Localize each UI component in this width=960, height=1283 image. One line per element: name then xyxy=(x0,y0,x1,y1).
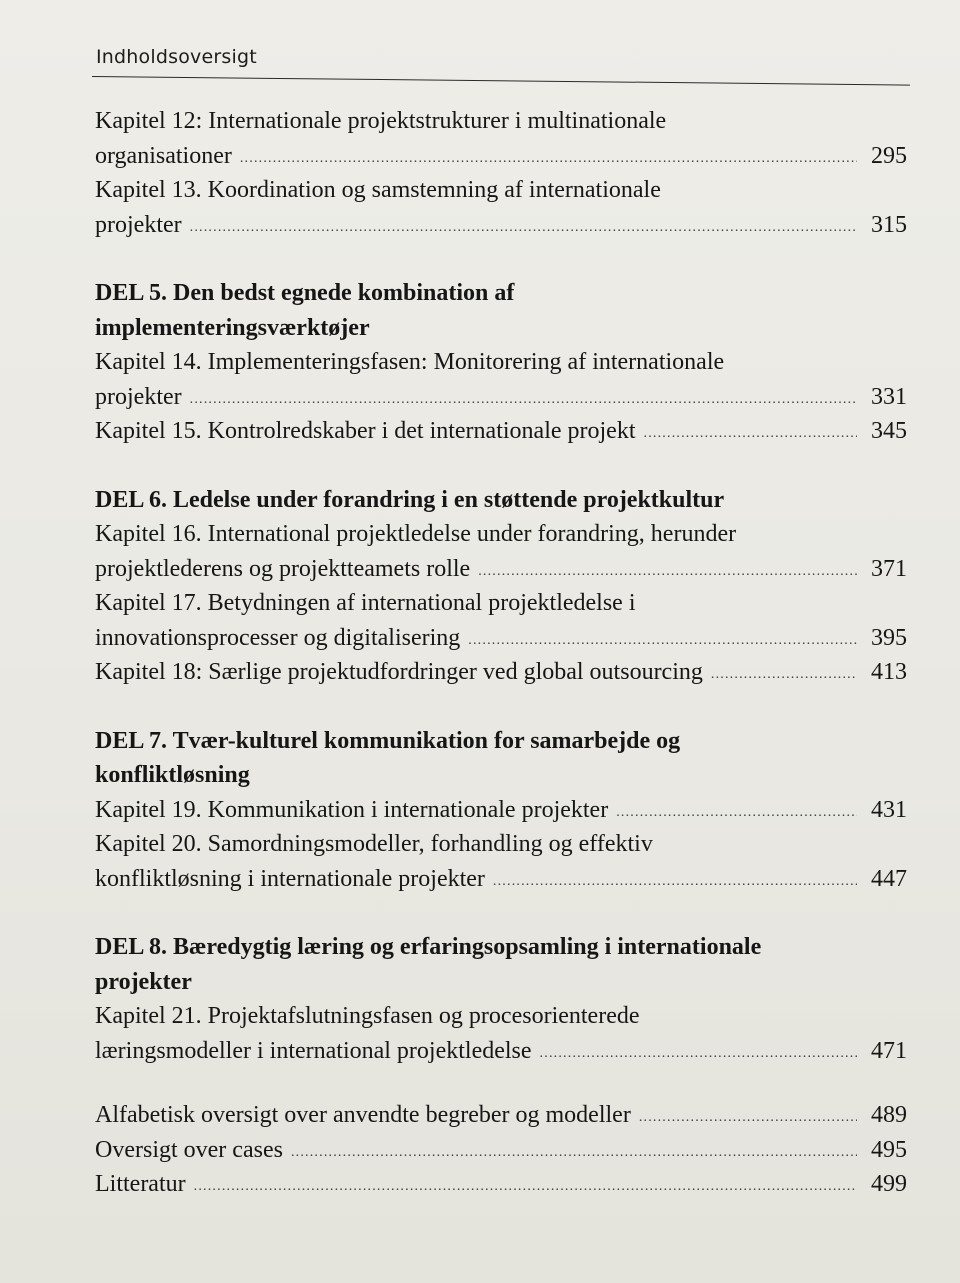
toc-entry-chapter-17 xyxy=(95,586,907,655)
entry-title-line: projektlederens og projektteamets rolle xyxy=(95,555,471,582)
toc-entry-literature xyxy=(95,1167,907,1202)
toc-entry-chapter-13 xyxy=(95,173,907,242)
dot-leader xyxy=(616,796,857,828)
entry-title-line: Kapitel 19. Kommunikation i internationale projekter xyxy=(95,796,609,823)
entry-leader-line xyxy=(95,621,907,656)
dot-leader xyxy=(639,1101,857,1133)
dot-leader xyxy=(478,555,857,587)
entry-leader-line xyxy=(95,655,907,690)
toc-entry-chapter-18 xyxy=(95,655,907,690)
page-number: 345 xyxy=(871,418,907,444)
dot-leader xyxy=(644,417,858,449)
entry-leader-line xyxy=(95,1133,907,1168)
dot-leader xyxy=(190,211,857,243)
entry-leader-line xyxy=(95,208,907,243)
part-title-line: implementeringsværktøjer xyxy=(95,314,370,341)
entry-leader-line xyxy=(95,552,907,587)
table-of-contents xyxy=(95,104,907,1202)
part-title-line: DEL 5. Den bedst egnede kombination af xyxy=(95,280,515,306)
entry-title-line: projekter xyxy=(95,383,182,410)
dot-leader xyxy=(468,624,857,656)
dot-leader xyxy=(190,383,857,415)
entry-leader-line xyxy=(95,1034,907,1069)
entry-title-line: Kapitel 12: Internationale projektstrukturer i multinationale xyxy=(95,108,667,134)
dot-leader xyxy=(493,865,857,897)
toc-entry-chapter-12 xyxy=(95,104,907,173)
page-number: 371 xyxy=(871,555,907,582)
page-number: 331 xyxy=(871,383,907,410)
page-number: 395 xyxy=(871,624,907,651)
entry-leader-line xyxy=(95,793,907,828)
toc-entry-index xyxy=(95,1098,907,1133)
part-title-line: projekter xyxy=(95,968,192,995)
entry-title-line: Kapitel 16. International projektledelse under forandring, herunder xyxy=(95,521,737,547)
toc-part-6-heading xyxy=(95,483,907,518)
page-number: 447 xyxy=(871,865,907,892)
entry-leader-line xyxy=(95,1167,907,1202)
page-number: 471 xyxy=(871,1037,907,1064)
entry-title-line: Kapitel 21. Projektafslutningsfasen og procesorienterede xyxy=(95,1003,640,1029)
dot-leader xyxy=(711,658,857,690)
entry-title-line: Kapitel 17. Betydningen af international projektledelse i xyxy=(95,590,636,616)
entry-title-line: Litteratur xyxy=(95,1171,186,1197)
dot-leader xyxy=(240,142,857,174)
dot-leader xyxy=(194,1170,857,1202)
entry-title-line: organisationer xyxy=(95,142,232,169)
entry-title-line: Kapitel 13. Koordination og samstemning af internationale xyxy=(95,177,661,203)
page-number: 413 xyxy=(871,659,907,685)
toc-entry-cases xyxy=(95,1133,907,1168)
page-number: 431 xyxy=(871,796,907,823)
part-title-line: DEL 7. Tvær-kulturel kommunikation for samarbejde og xyxy=(95,727,681,754)
entry-title-line: projekter xyxy=(95,211,182,238)
toc-part-5-heading xyxy=(95,276,907,345)
entry-title-line: innovationsprocesser og digitalisering xyxy=(95,624,461,651)
part-title-line: DEL 6. Ledelse under forandring i en støttende projektkultur xyxy=(95,486,725,513)
toc-part-7-heading xyxy=(95,724,907,793)
part-title-line: DEL 8. Bæredygtig læring og erfaringsopsamling i internationale xyxy=(95,934,762,960)
entry-leader-line xyxy=(95,380,907,415)
entry-leader-line xyxy=(95,414,907,449)
entry-title-line: Oversigt over cases xyxy=(95,1136,283,1163)
dot-leader xyxy=(540,1037,857,1069)
toc-entry-chapter-20 xyxy=(95,827,907,896)
entry-leader-line xyxy=(95,1098,907,1133)
dot-leader xyxy=(291,1136,857,1168)
page-number: 499 xyxy=(871,1171,907,1197)
toc-entry-chapter-14 xyxy=(95,345,907,414)
running-head: Indholdsoversigt xyxy=(96,46,257,68)
toc-entry-chapter-15 xyxy=(95,414,907,449)
entry-title-line: læringsmodeller i international projektledelse xyxy=(95,1037,532,1064)
entry-title-line: Alfabetisk oversigt over anvendte begreber og modeller xyxy=(95,1102,631,1128)
page-number: 495 xyxy=(871,1136,907,1163)
toc-part-8-heading xyxy=(95,930,907,999)
entry-title-line: Kapitel 20. Samordningsmodeller, forhandling og effektiv xyxy=(95,831,653,857)
entry-title-line: Kapitel 14. Implementeringsfasen: Monitorering af internationale xyxy=(95,349,725,375)
entry-leader-line xyxy=(95,862,907,897)
entry-title-line: Kapitel 18: Særlige projektudfordringer ved global outsourcing xyxy=(95,659,703,685)
page-number: 489 xyxy=(871,1102,907,1128)
entry-title-line: Kapitel 15. Kontrolredskaber i det internationale projekt xyxy=(95,418,636,444)
toc-entry-chapter-21 xyxy=(95,999,907,1068)
page-number: 315 xyxy=(871,211,907,238)
header-rule xyxy=(92,76,910,86)
toc-entry-chapter-16 xyxy=(95,517,907,586)
toc-entry-chapter-19 xyxy=(95,793,907,828)
page-number: 295 xyxy=(871,142,907,169)
entry-leader-line xyxy=(95,139,907,174)
entry-title-line: konfliktløsning i internationale projekter xyxy=(95,865,485,892)
part-title-line: konfliktløsning xyxy=(95,762,250,788)
